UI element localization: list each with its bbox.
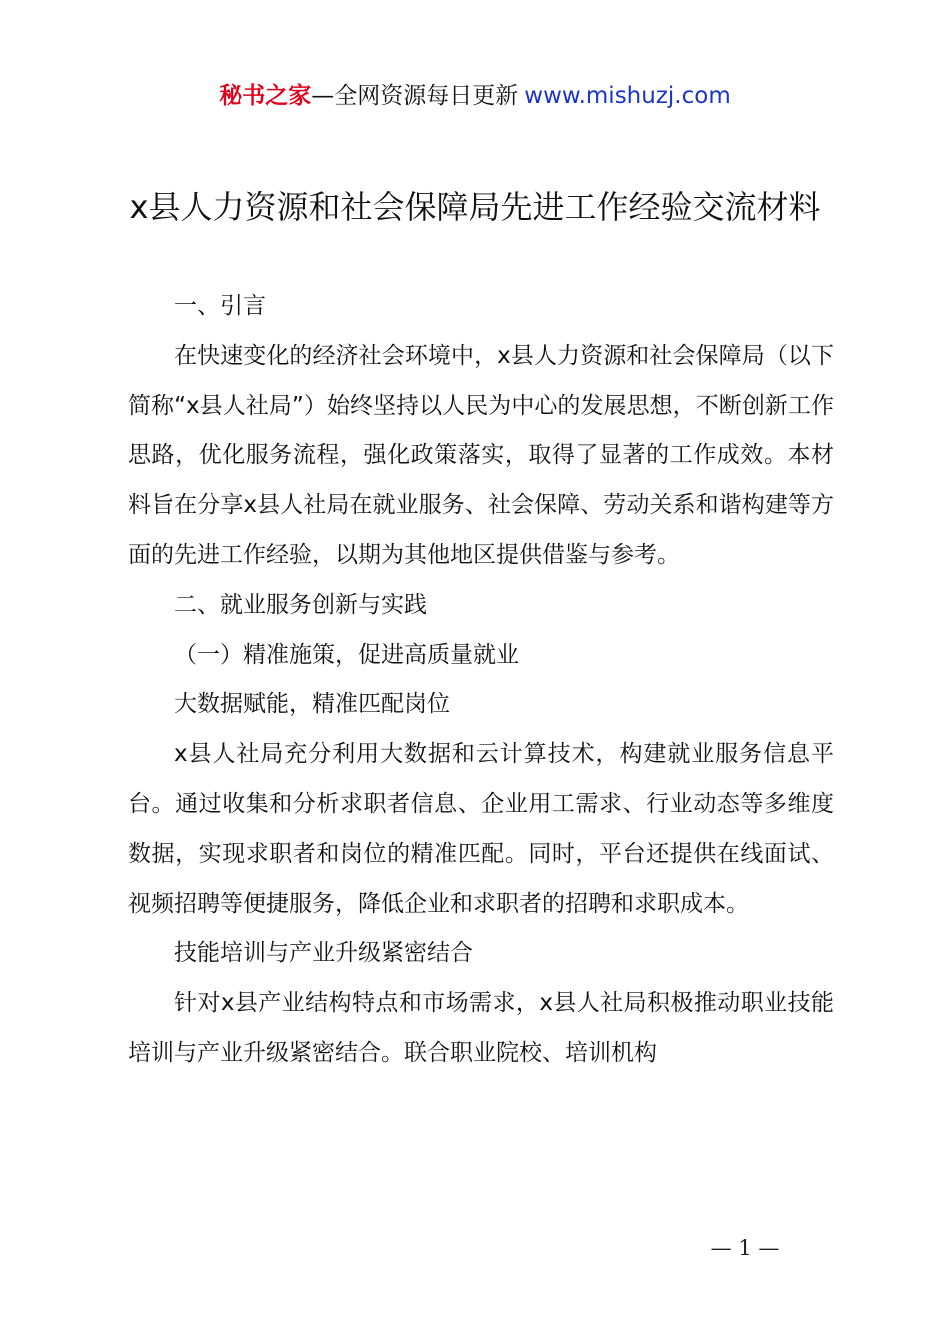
document-body bbox=[128, 282, 834, 1079]
paragraph-intro: 在快速变化的经济社会环境中，x县人力资源和社会保障局（以下简称“x县人社局”）始终坚持以人民为中心的发展思想，不断创新工作思路，优化服务流程，强化政策落实，取得了显著的工作成效。本材料旨在分享x县人社局在就业服务、社会保障、劳动关系和谐构建等方面的先进工作经验，以期为其他地区提供借鉴与参考。 bbox=[128, 342, 834, 568]
section-heading-intro: 一、引言 bbox=[174, 293, 266, 319]
site-header bbox=[0, 80, 950, 112]
paragraph-skills-training: 针对x县产业结构特点和市场需求，x县人社局积极推动职业技能培训与产业升级紧密结合。联合职业院校、培训机构 bbox=[128, 990, 834, 1066]
site-brand: 秘书之家 bbox=[219, 83, 312, 109]
subsection-heading-precise-policy: （一）精准施策，促进高质量就业 bbox=[174, 641, 519, 668]
site-url-link[interactable]: www.mishuzj.com bbox=[524, 83, 731, 109]
section-heading-employment: 二、就业服务创新与实践 bbox=[174, 591, 427, 618]
paragraph-big-data: x县人社局充分利用大数据和云计算技术，构建就业服务信息平台。通过收集和分析求职者信息、企业用工需求、行业动态等多维度数据，实现求职者和岗位的精准匹配。同时，平台还提供在线面试、视频招聘等便捷服务，降低企业和求职者的招聘和求职成本。 bbox=[128, 741, 834, 917]
document-title: x县人力资源和社会保障局先进工作经验交流材料 bbox=[129, 188, 821, 226]
site-tagline: —全网资源每日更新 bbox=[311, 83, 519, 109]
item-heading-skills-training: 技能培训与产业升级紧密结合 bbox=[174, 940, 473, 967]
page-number: — 1 — bbox=[710, 1236, 780, 1260]
item-heading-big-data: 大数据赋能，精准匹配岗位 bbox=[174, 691, 450, 718]
